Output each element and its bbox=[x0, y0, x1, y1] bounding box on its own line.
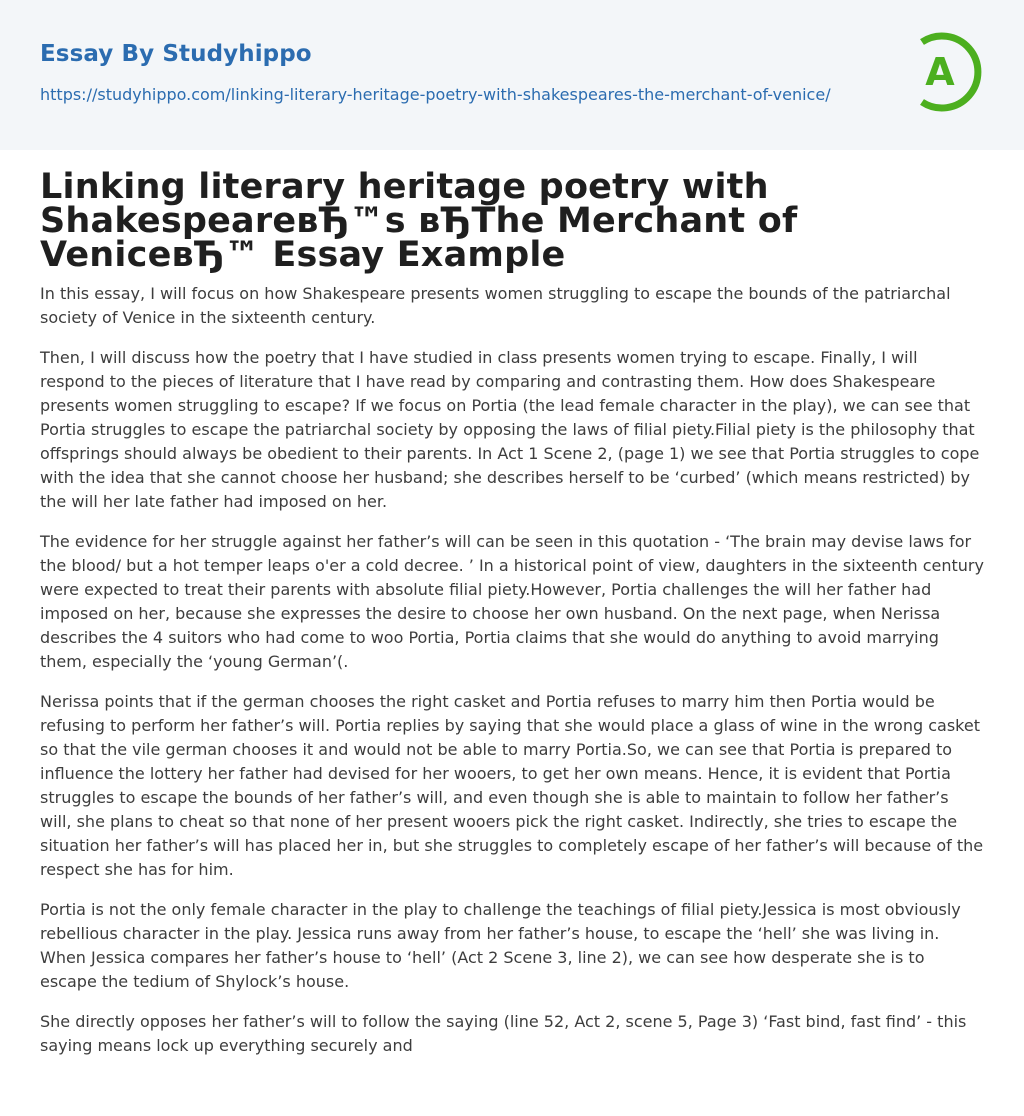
site-brand[interactable]: Essay By Studyhippo bbox=[40, 41, 312, 67]
article-paragraph: Portia is not the only female character in the play to challenge the teachings of filial piety.Jessica is most obviously rebellious character in the play. Jessica runs away from her father’s house, to escape the ‘hell’ she was living in. When Jessica compares her father’s house to ‘hell’ (Act 2 Scene 3, line 2), we can see how desperate she is to escape the tedium of Shylock’s house. bbox=[40, 900, 961, 991]
article-paragraph: She directly opposes her father’s will to follow the saying (line 52, Act 2, scene 5, Page 3) ‘Fast bind, fast find’ - this saying means lock up everything securely and bbox=[40, 1012, 967, 1055]
article bbox=[0, 150, 1024, 1058]
article-paragraph: Then, I will discuss how the poetry that I have studied in class presents women trying to escape. Finally, I will respond to the pieces of literature that I have read by comparing and contrasting them. How does Shakespeare presents women struggling to escape? If we focus on Portia (the lead female character in the play), we can see that Portia struggles to escape the patriarchal society by opposing the laws of filial piety.Filial piety is the philosophy that offsprings should always be obedient to their parents. In Act 1 Scene 2, (page 1) we see that Portia struggles to cope with the idea that she cannot choose her husband; she describes herself to be ‘curbed’ (which means restricted) by the will her late father had imposed on her. bbox=[40, 348, 980, 511]
article-paragraph: In this essay, I will focus on how Shakespeare presents women struggling to escape the bounds of the patriarchal society of Venice in the sixteenth century. bbox=[40, 284, 951, 327]
studyhippo-logo-icon[interactable] bbox=[906, 28, 986, 116]
article-paragraph: Nerissa points that if the german chooses the right casket and Portia refuses to marry him then Portia would be refusing to perform her father’s will. Portia replies by saying that she would place a glass of wine in the wrong casket so that the vile german chooses it and would not be able to marry Portia.So, we can see that Portia is prepared to influence the lottery her father had devised for her wooers, to get her own means. Hence, it is evident that Portia struggles to escape the bounds of her father’s will, and even though she is able to maintain to follow her father’s will, she plans to cheat so that none of her present wooers pick the right casket. Indirectly, she tries to escape the situation her father’s will has placed her in, but she struggles to completely escape of her father’s will because of the respect she has for him. bbox=[40, 692, 984, 879]
essay-url-link[interactable]: https://studyhippo.com/linking-literary-heritage-poetry-with-shakespeares-the-merchant-of-venice/ bbox=[40, 85, 831, 104]
article-title: Linking literary heritage poetry with ShakespeareвЂ™s вЂThe Merchant of VeniceвЂ™ Essay Example bbox=[40, 167, 798, 275]
article-paragraph: The evidence for her struggle against her father’s will can be seen in this quotation - ‘The brain may devise laws for the blood/ but a hot temper leaps o'er a cold decree. ’ In a historical point of view, daughters in the sixteenth century were expected to treat their parents with absolute filial piety.However, Portia challenges the will her father had imposed on her, because she expresses the desire to choose her own husband. On the next page, when Nerissa describes the 4 suitors who had come to woo Portia, Portia claims that she would do anything to avoid marrying them, especially the ‘young German’(. bbox=[40, 532, 984, 671]
logo-letter: A bbox=[925, 50, 955, 94]
site-header bbox=[0, 0, 1024, 150]
